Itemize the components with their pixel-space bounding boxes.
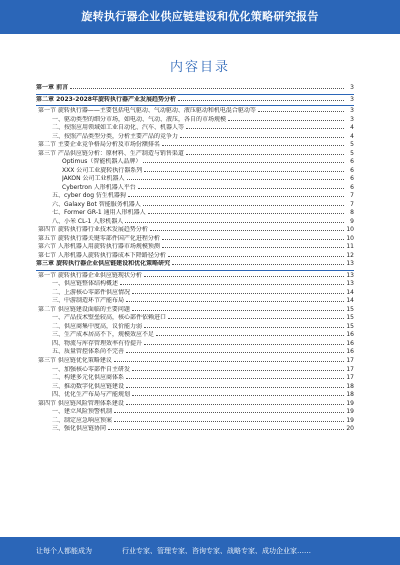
toc-leader-dots bbox=[126, 348, 344, 353]
toc-entry-label: 第五节 旋转执行器关键零部件国产化进程分析 bbox=[38, 234, 160, 242]
toc-entry-label: 四、物流与库存管理效率有待提升 bbox=[52, 339, 143, 347]
toc-leader-dots bbox=[168, 314, 344, 319]
toc-entry-label: 第二章 2023-2028年旋转执行器产业发展趋势分析 bbox=[36, 95, 176, 103]
toc-entry-label: 第一节 旋转执行器——主要包括电气驱动、气动驱动、液压驱动和机电混合驱动等 bbox=[38, 107, 256, 115]
toc-entry-page: 5 bbox=[350, 149, 354, 157]
toc-entry-label: 二、供应商集中度高，议价能力弱 bbox=[52, 322, 143, 330]
toc-entry-page: 13 bbox=[346, 280, 354, 288]
toc-leader-dots bbox=[144, 167, 344, 172]
toc-entry[interactable] bbox=[36, 116, 354, 125]
toc-entry-label: 第一章 前言 bbox=[36, 84, 69, 91]
toc-entry-label: 一、供应链整体结构概述 bbox=[52, 280, 119, 288]
toc-entry[interactable] bbox=[36, 331, 354, 340]
toc-entry-page: 15 bbox=[346, 305, 354, 313]
toc-entry-page: 17 bbox=[346, 356, 354, 364]
toc-leader-dots bbox=[128, 192, 344, 197]
toc-entry-label: 八、小米 CL-1 人形机器人 bbox=[52, 217, 124, 225]
toc-entry[interactable] bbox=[36, 209, 354, 218]
toc-leader-dots bbox=[143, 201, 344, 206]
toc-leader-dots bbox=[126, 297, 344, 302]
toc-entry-label: 第一节 旋转执行器企业供应链现状分析 bbox=[38, 271, 142, 279]
table-of-contents bbox=[36, 84, 354, 434]
toc-entry-page: 18 bbox=[346, 391, 354, 399]
toc-leader-dots bbox=[132, 306, 344, 311]
toc-leader-dots bbox=[127, 175, 345, 180]
toc-entry[interactable] bbox=[36, 235, 354, 244]
toc-leader-dots bbox=[143, 158, 344, 163]
toc-leader-dots bbox=[186, 150, 344, 155]
toc-entry-label: 三、中游制造环节产能布局 bbox=[52, 297, 125, 305]
toc-entry[interactable] bbox=[36, 340, 354, 349]
toc-entry[interactable] bbox=[36, 366, 354, 375]
toc-entry-label: 四、优化生产布局与产能规划 bbox=[52, 391, 131, 399]
toc-leader-dots bbox=[144, 340, 344, 345]
toc-entry-page: 6 bbox=[350, 158, 354, 166]
chapter-divider bbox=[36, 94, 354, 95]
toc-entry-page: 19 bbox=[346, 416, 354, 424]
toc-entry[interactable] bbox=[36, 201, 354, 210]
toc-entry-page: 10 bbox=[346, 226, 354, 234]
report-title: 旋转执行器企业供应链建设和优化策略研究报告 bbox=[81, 10, 319, 23]
toc-entry-label: Optimus（智能机器人品牌） bbox=[62, 158, 142, 166]
toc-entry-label: 一、加强核心零部件自主研发 bbox=[52, 365, 131, 373]
toc-entry-page: 4 bbox=[350, 132, 354, 140]
toc-entry-page: 7 bbox=[350, 192, 354, 200]
toc-leader-dots bbox=[162, 235, 344, 240]
toc-entry[interactable] bbox=[36, 425, 354, 434]
toc-entry-page: 3 bbox=[350, 95, 354, 103]
toc-leader-dots bbox=[126, 383, 344, 388]
toc-leader-dots bbox=[138, 184, 344, 189]
toc-leader-dots bbox=[126, 400, 344, 405]
toc-entry[interactable] bbox=[36, 243, 354, 252]
toc-entry[interactable] bbox=[36, 272, 354, 281]
toc-entry[interactable] bbox=[36, 391, 354, 400]
toc-leader-dots bbox=[150, 226, 344, 231]
toc-entry[interactable] bbox=[36, 175, 354, 184]
toc-entry-label: 二、按照应用领域如工业自动化、汽车、机器人等 bbox=[52, 124, 185, 132]
toc-entry-page: 13 bbox=[346, 260, 354, 268]
toc-leader-dots bbox=[258, 107, 344, 112]
toc-entry[interactable] bbox=[36, 289, 354, 298]
toc-entry-page: 18 bbox=[346, 382, 354, 390]
toc-entry-page: 14 bbox=[346, 297, 354, 305]
toc-entry-page: 15 bbox=[346, 322, 354, 330]
toc-entry-label: 三、生产成本居高不下，规模效应不足 bbox=[52, 331, 155, 339]
footer-bar bbox=[0, 537, 400, 565]
toc-entry-label: 第二节 主要企业竞争格局分析及市场份额排名 bbox=[38, 141, 160, 149]
toc-leader-dots bbox=[70, 84, 344, 89]
toc-entry[interactable] bbox=[36, 141, 354, 150]
toc-entry-page: 8 bbox=[350, 209, 354, 217]
toc-entry-label: 第二节 供应链建设面临的主要问题 bbox=[38, 305, 130, 313]
toc-entry-page: 6 bbox=[350, 183, 354, 191]
toc-leader-dots bbox=[228, 116, 344, 121]
toc-entry-page: 19 bbox=[346, 399, 354, 407]
toc-entry-page: 5 bbox=[350, 141, 354, 149]
toc-entry-page: 16 bbox=[346, 331, 354, 339]
toc-leader-dots bbox=[172, 260, 344, 265]
toc-entry-label: 七、Former GR-1 通用人形机器人 bbox=[52, 209, 146, 217]
toc-leader-dots bbox=[132, 391, 344, 396]
toc-leader-dots bbox=[120, 280, 344, 285]
toc-entry-page: 15 bbox=[346, 314, 354, 322]
toc-leader-dots bbox=[114, 357, 344, 362]
toc-entry[interactable] bbox=[36, 124, 354, 133]
toc-entry-label: 三、按照产品类型分类，分析主要产品的竞争力 bbox=[52, 132, 179, 140]
chapter-divider bbox=[36, 105, 354, 106]
toc-leader-dots bbox=[156, 331, 344, 336]
toc-entry-page: 16 bbox=[346, 339, 354, 347]
toc-entry-page: 3 bbox=[350, 115, 354, 123]
toc-entry[interactable] bbox=[36, 150, 354, 159]
toc-entry[interactable] bbox=[36, 260, 354, 269]
toc-entry[interactable] bbox=[36, 184, 354, 193]
toc-entry-page: 16 bbox=[346, 348, 354, 356]
toc-entry-page: 14 bbox=[346, 288, 354, 296]
toc-entry-label: 三、强化供应链协同 bbox=[52, 425, 107, 433]
toc-entry[interactable] bbox=[36, 374, 354, 383]
toc-leader-dots bbox=[162, 141, 344, 146]
toc-entry[interactable] bbox=[36, 383, 354, 392]
toc-entry-label: 第三节 供应链优化策略建议 bbox=[38, 356, 112, 364]
toc-entry-label: 一、产品技术壁垒较高，核心部件依赖进口 bbox=[52, 314, 167, 322]
footer-tagline: 行业专家、管理专家、咨询专家、战略专家、成功企业家…… bbox=[122, 547, 311, 555]
toc-leader-dots bbox=[180, 133, 344, 138]
toc-leader-dots bbox=[178, 96, 344, 101]
toc-entry-page: 6 bbox=[350, 166, 354, 174]
toc-leader-dots bbox=[114, 417, 344, 422]
toc-entry-page: 4 bbox=[350, 124, 354, 132]
toc-entry[interactable] bbox=[36, 158, 354, 167]
toc-entry[interactable] bbox=[36, 348, 354, 357]
toc-entry[interactable] bbox=[36, 226, 354, 235]
toc-entry[interactable] bbox=[36, 84, 354, 93]
toc-entry-label: 第三节 产品供应链分析：原材料、生产制造与销售渠道 bbox=[38, 149, 184, 157]
toc-entry-page: 11 bbox=[346, 243, 354, 251]
toc-entry[interactable] bbox=[36, 167, 354, 176]
toc-entry-label: 五、质量管控体系尚不完善 bbox=[52, 348, 125, 356]
toc-entry[interactable] bbox=[36, 314, 354, 323]
toc-entry-page: 6 bbox=[350, 175, 354, 183]
toc-entry-label: 第三章 旋转执行器企业供应链建设和优化策略研究 bbox=[36, 260, 171, 268]
toc-leader-dots bbox=[144, 323, 344, 328]
toc-entry[interactable] bbox=[36, 323, 354, 332]
toc-entry-page: 9 bbox=[350, 217, 354, 225]
toc-leader-dots bbox=[132, 366, 344, 371]
toc-entry-label: 第四节 供应链风险管理体系建设 bbox=[38, 399, 124, 407]
toc-entry-label: 二、上游核心零部件供应情况 bbox=[52, 288, 131, 296]
toc-entry-page: 12 bbox=[346, 251, 354, 259]
toc-entry[interactable] bbox=[36, 96, 354, 105]
toc-entry-page: 7 bbox=[350, 200, 354, 208]
toc-entry-label: 二、构建多元化供应商体系 bbox=[52, 374, 125, 382]
toc-entry[interactable] bbox=[36, 107, 354, 116]
toc-entry-page: 3 bbox=[350, 84, 354, 91]
toc-entry-label: 五、cyber dog 仿生机器狗 bbox=[52, 192, 126, 200]
toc-leader-dots bbox=[125, 218, 344, 223]
toc-entry-label: XXX 公司工业旋转执行器系列 bbox=[62, 166, 143, 174]
toc-leader-dots bbox=[108, 425, 344, 430]
toc-entry-page: 3 bbox=[350, 107, 354, 115]
toc-leader-dots bbox=[114, 408, 344, 413]
toc-leader-dots bbox=[144, 272, 344, 277]
toc-heading: 内容目录 bbox=[169, 60, 230, 75]
toc-entry[interactable] bbox=[36, 218, 354, 227]
toc-leader-dots bbox=[132, 289, 344, 294]
toc-entry-label: 一、建立风险预警机制 bbox=[52, 408, 113, 416]
toc-entry-label: 三、推动数字化供应链建设 bbox=[52, 382, 125, 390]
toc-entry-page: 20 bbox=[346, 425, 354, 433]
toc-entry[interactable] bbox=[36, 297, 354, 306]
toc-entry-page: 17 bbox=[346, 374, 354, 382]
toc-entry[interactable] bbox=[36, 417, 354, 426]
header-bar bbox=[0, 0, 400, 34]
toc-entry-label: JAKON 公司工业机器人 bbox=[62, 175, 125, 183]
chapter-divider bbox=[36, 270, 354, 271]
toc-entry[interactable] bbox=[36, 133, 354, 142]
toc-entry-page: 17 bbox=[346, 365, 354, 373]
footer-slogan: 让每个人都能成为 bbox=[36, 547, 92, 555]
toc-leader-dots bbox=[148, 209, 344, 214]
toc-entry[interactable] bbox=[36, 357, 354, 366]
toc-entry-page: 10 bbox=[346, 234, 354, 242]
toc-entry-label: 六、Galaxy Bot 智能服务机器人 bbox=[52, 200, 141, 208]
toc-entry[interactable] bbox=[36, 280, 354, 289]
toc-entry-label: 二、制定应急响应预案 bbox=[52, 416, 113, 424]
toc-leader-dots bbox=[168, 252, 344, 257]
toc-leader-dots bbox=[186, 124, 344, 129]
toc-entry-page: 19 bbox=[346, 408, 354, 416]
toc-entry[interactable] bbox=[36, 400, 354, 409]
toc-entry[interactable] bbox=[36, 408, 354, 417]
toc-entry-label: 一、驱动类型的细分市场，如电动、气动、液压，各自的市场规模 bbox=[52, 115, 227, 123]
toc-entry-label: 第七节 人形机器人旋转执行器成本下降路径分析 bbox=[38, 251, 166, 259]
toc-entry-label: Cybertron 人形机器人平台 bbox=[62, 183, 136, 191]
toc-entry[interactable] bbox=[36, 192, 354, 201]
toc-leader-dots bbox=[126, 374, 344, 379]
toc-entry-page: 13 bbox=[346, 271, 354, 279]
toc-entry[interactable] bbox=[36, 306, 354, 315]
toc-entry-label: 第六节 人形机器人用旋转执行器市场规模预测 bbox=[38, 243, 160, 251]
toc-entry[interactable] bbox=[36, 252, 354, 261]
toc-leader-dots bbox=[162, 243, 344, 248]
toc-entry-label: 第四节 旋转执行器行业技术发展趋势分析 bbox=[38, 226, 148, 234]
